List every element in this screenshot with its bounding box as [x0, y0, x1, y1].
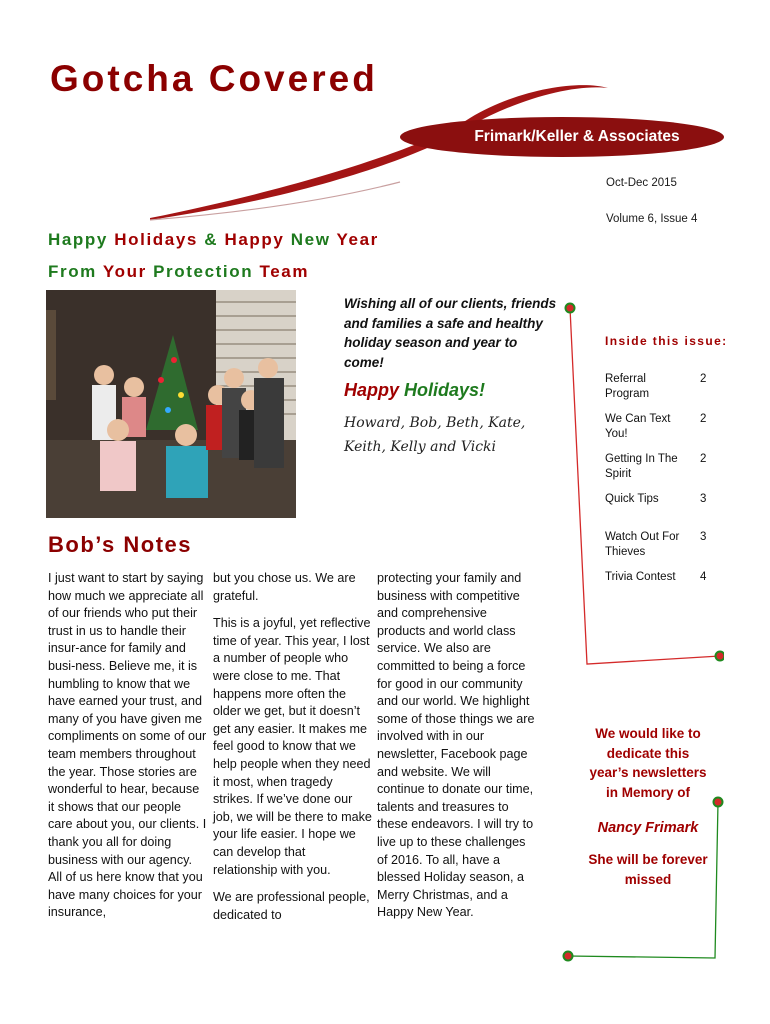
happy-holidays-part: Holidays!: [404, 380, 486, 400]
team-photo: [46, 290, 296, 518]
toc-item-label: Trivia Contest: [605, 571, 676, 583]
toc-item-page: 3: [700, 531, 707, 543]
headline-2-part: From: [48, 262, 103, 281]
memorial-name: Nancy Frimark: [597, 820, 699, 836]
headline-2-part: Team: [259, 262, 310, 281]
memorial-closing: She will be forever missed: [588, 852, 708, 887]
headline-holidays: [48, 230, 379, 250]
happy-holidays-heading: [344, 380, 485, 401]
team-photo-illustration: [46, 290, 296, 518]
headline-1-part: Happy: [48, 230, 115, 249]
toc-item-page: 2: [700, 373, 707, 385]
headline-1-part: Happy: [224, 230, 285, 249]
sidebar-frame: [560, 296, 724, 668]
article-paragraph: We are professional people, dedicated to: [213, 890, 370, 922]
headline-1-part: New: [284, 230, 337, 249]
article-paragraph: This is a joyful, yet reflective time of year. This year, I lost a number of people who were close to me. That happens more often the older we get, but it doesn’t get any easier. It makes me feel good to know that we help people when they need it most, when tragedy strikes. If we’ve done our job, we will be there to make your life easier. I hope we can develop that relationship with you.: [213, 616, 372, 877]
article-column-1: [48, 570, 208, 932]
article-column-2: [213, 570, 373, 934]
headline-2-part: Protection: [146, 262, 260, 281]
toc-item-label: We Can Text You!: [605, 413, 671, 440]
company-name: Frimark/Keller & Associates: [474, 128, 680, 145]
article-heading: Bob’s Notes: [48, 532, 193, 557]
toc-item-page: 4: [700, 571, 707, 583]
toc-item-page: 2: [700, 413, 707, 425]
headline-1-part: Holidays: [114, 230, 198, 249]
article-column-3: [377, 570, 537, 932]
company-banner: [400, 117, 724, 157]
toc-item-label: Quick Tips: [605, 493, 659, 505]
headline-team: [48, 262, 309, 282]
headline-2-part: Your: [102, 262, 147, 281]
team-names: Howard, Bob, Beth, Kate, Keith, Kelly and Vicki: [344, 415, 526, 455]
issue-volume: Volume 6, Issue 4: [606, 213, 698, 225]
toc-item-label: Referral Program: [605, 373, 650, 400]
toc-item-label: Watch Out For Thieves: [605, 531, 680, 558]
newsletter-title: Gotcha Covered: [50, 58, 378, 99]
article-paragraph: protecting your family and business with competitive and comprehensive products and world class service. We also are committed to being a force for good in our community and our world. We highlight some of those things we are involved with in our newsletter, Facebook page and website. We will continue to donate our time, talents and treasures to these endeavors. I will try to live up to these challenges of 2016. To all, have a blessed Holiday season, a Merry Christmas, and a Happy New Year.: [377, 571, 535, 920]
headline-1-part: Year: [336, 230, 379, 249]
memorial-dedication: [586, 724, 710, 889]
happy-holidays-part: Happy: [344, 380, 405, 400]
toc-heading: Inside this issue:: [605, 334, 728, 348]
toc-item-label: Getting In The Spirit: [605, 453, 678, 480]
holiday-wish: Wishing all of our clients, friends and families a safe and healthy holiday season and year to come!: [344, 296, 557, 370]
memorial-text: We would like to dedicate this year’s newsletters in Memory of: [589, 726, 707, 800]
article-paragraph: I just want to start by saying how much we appreciate all of our friends who put their trust in us to handle their insur-ance for family and busi-ness. Believe me, it is humbling to know that we have earned your trust, and many of you have given me compliments on some of our team members throughout the year. Those stories are wonderful to hear, because it shows that our people care about you, our clients. I thank you all for doing business with our agency. All of us here know that you have many choices for your insurance,: [48, 571, 207, 920]
issue-date: Oct-Dec 2015: [606, 177, 677, 189]
toc-item-page: 2: [700, 453, 707, 465]
headline-1-part: &: [197, 230, 225, 249]
toc-item-page: 3: [700, 493, 707, 505]
article-paragraph: but you chose us. We are grateful.: [213, 571, 356, 603]
